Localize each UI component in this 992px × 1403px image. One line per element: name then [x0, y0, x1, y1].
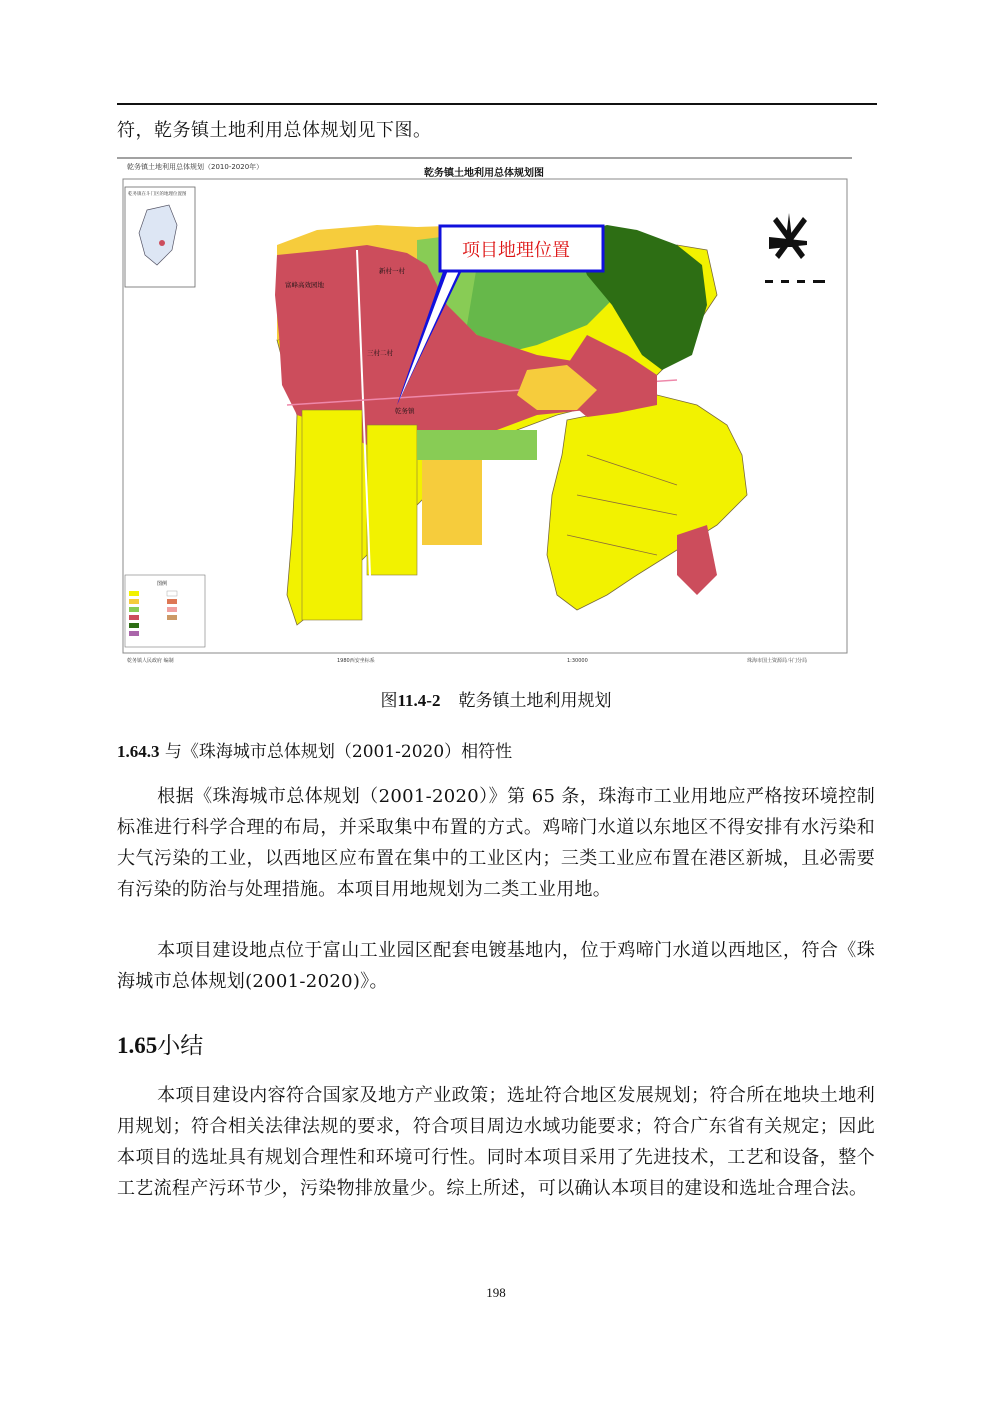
map-header-text: 乾务镇土地利用总体规划（2010-2020年）	[127, 163, 264, 171]
page-number: 198	[486, 1285, 506, 1300]
legend-swatch-rural	[167, 607, 177, 612]
western-fields	[302, 410, 362, 620]
paragraph-summary-text: 本项目建设内容符合国家及地方产业政策；选址符合地区发展规划；符合所在地块土地利用规划；符合相关法律法规的要求，符合项目周边水域功能要求；符合广东省有关规定；因此本项目的选址具有规划合理性和环境可行性。同时本项目采用了先进技术，工艺和设备，整个工艺流程产污环节少，污染物排放量少。综上所述，可以确认本项目的建设和选址合理合法。	[117, 1085, 875, 1199]
caption-number: 11.4-2	[397, 691, 441, 710]
map-footer-mid: 1980西安坐标系	[337, 658, 375, 664]
legend-swatch-other	[129, 631, 139, 636]
paragraph-plan-compliance-text: 根据《珠海城市总体规划（2001-2020）》第 65 条，珠海市工业用地应严格按环境控制标准进行科学合理的布局，并采取集中布置的方式。鸡啼门水道以东地区不得安排有水污染和大气污染的工业，以西地区应布置在集中的工业区内；三类工业应布置在港区新城，且必需要有污染的防治与处理措施。本项目用地规划为二类工业用地。	[117, 786, 875, 900]
caption-text: 乾务镇土地利用规划	[458, 691, 612, 711]
summary-title: 小结	[157, 1033, 204, 1059]
section-title: 与《珠海城市总体规划（2001-2020）相符性	[164, 742, 513, 762]
place-label-3: 三村二村	[367, 349, 393, 357]
map-legend	[125, 575, 205, 647]
map-title: 乾务镇土地利用总体规划图	[424, 168, 544, 179]
legend-swatch-arable	[129, 591, 139, 596]
caption-prefix: 图	[380, 691, 398, 711]
legend-swatch-construction	[129, 615, 139, 620]
summary-heading	[117, 1027, 203, 1060]
section-number: 1.64.3	[117, 742, 160, 761]
inset-location-marker	[159, 240, 165, 246]
legend-swatch-forest	[129, 623, 139, 628]
legend-swatch-woodland	[129, 607, 139, 612]
header-rule	[117, 103, 877, 105]
legend-swatch-garden	[129, 599, 139, 604]
paragraph-summary	[117, 1080, 875, 1204]
place-label-4: 乾务镇	[395, 407, 415, 415]
land-use-map-figure	[117, 155, 852, 673]
map-footer-right: 珠海市国土资源局斗门分局	[747, 658, 808, 664]
summary-number: 1.65	[117, 1033, 158, 1058]
garden-patch	[422, 455, 482, 545]
legend-swatch-industrial	[167, 599, 177, 604]
place-label-1: 富峰高效园地	[285, 281, 324, 289]
inset-map-title: 乾务镇在斗门区的地理位置图	[128, 192, 187, 197]
western-fields-2	[367, 425, 417, 575]
figure-caption	[0, 686, 992, 711]
legend-swatch-transport	[167, 615, 177, 620]
callout-label: 项目地理位置	[462, 240, 570, 261]
scale-bar	[765, 280, 825, 283]
map-footer-left: 乾务镇人民政府 编制	[127, 658, 174, 664]
section-heading	[117, 737, 512, 762]
place-label-2: 新村一村	[379, 267, 405, 275]
paragraph-project-location-text: 本项目建设地点位于富山工业园区配套电镀基地内，位于鸡啼门水道以西地区，符合《珠海城市总体规划(2001-2020)》。	[117, 940, 875, 992]
intro-text: 符，乾务镇土地利用总体规划见下图。	[117, 120, 432, 141]
map-scale-text: 1:30000	[567, 658, 588, 664]
legend-swatch-water	[167, 591, 177, 596]
legend-title: 图例	[157, 581, 168, 587]
green-strip	[417, 430, 537, 460]
paragraph-project-location	[117, 935, 875, 997]
land-use-map	[117, 155, 852, 673]
paragraph-plan-compliance	[117, 781, 875, 905]
